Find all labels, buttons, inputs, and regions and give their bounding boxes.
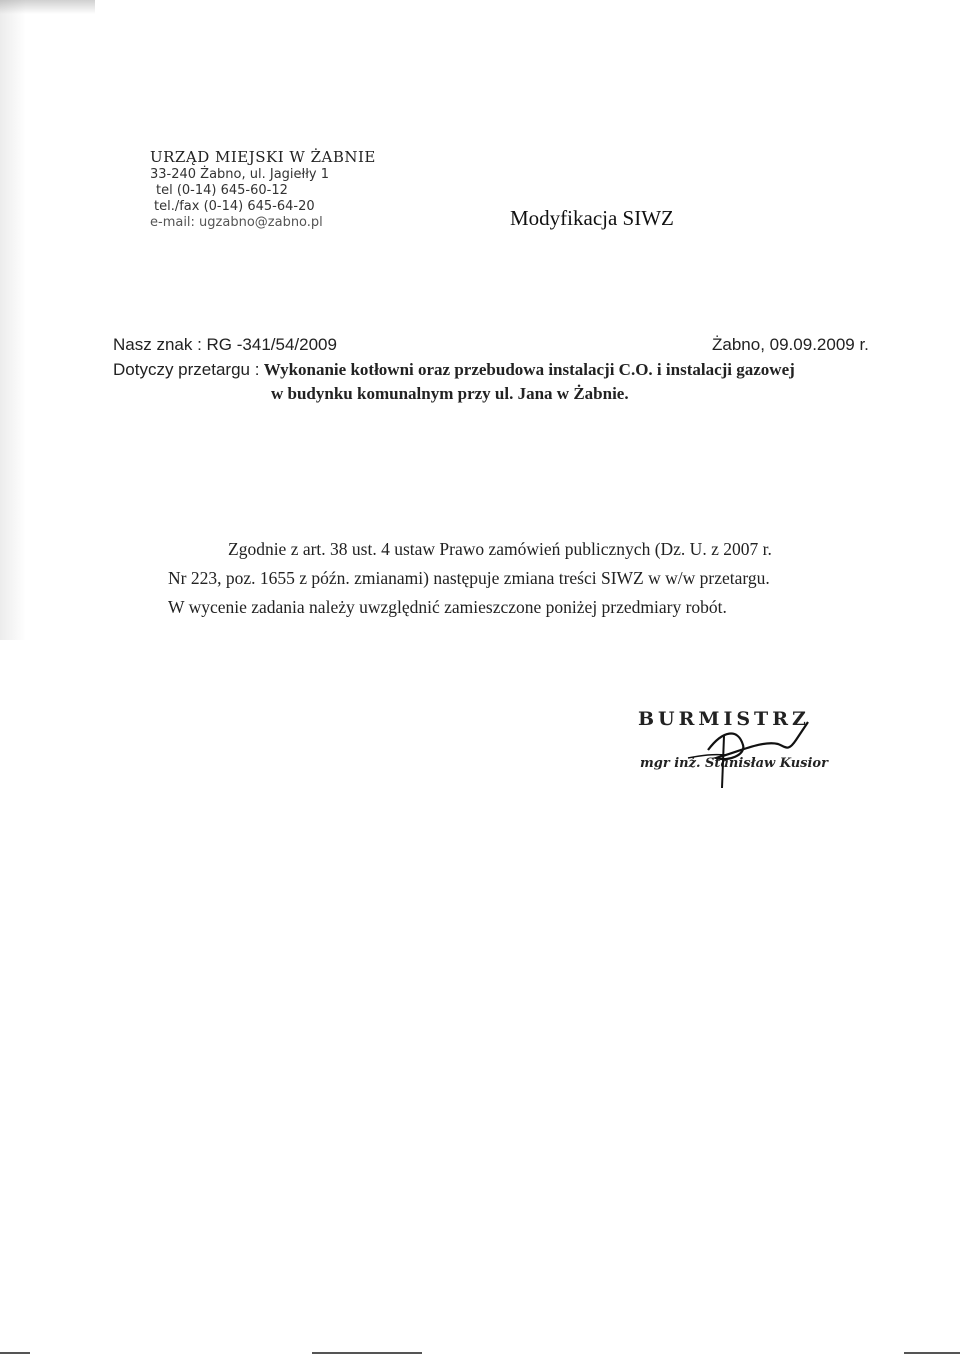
scan-mark-right <box>904 1352 960 1354</box>
scan-mark-middle <box>312 1352 422 1354</box>
reference-number: Nasz znak : RG -341/54/2009 <box>113 335 337 354</box>
body-line-3: W wycenie zadania należy uwzględnić zamieszczone poniżej przedmiary robót. <box>168 597 727 617</box>
signature-name: mgr inż. Stanisław Kusior <box>640 756 828 771</box>
office-address: 33-240 Żabno, ul. Jagiełły 1 <box>150 167 330 182</box>
office-fax: tel./fax (0-14) 645-64-20 <box>154 199 315 214</box>
subject-line-2: w budynku komunalnym przy ul. Jana w Żabnie. <box>271 384 629 403</box>
office-email: e-mail: ugzabno@zabno.pl <box>150 215 323 230</box>
office-name: URZĄD MIEJSKI W ŻABNIE <box>150 148 376 166</box>
body-text <box>168 535 898 622</box>
document-date: Żabno, 09.09.2009 r. <box>712 335 869 354</box>
subject-block <box>113 358 903 406</box>
scan-mark-left <box>0 1352 30 1354</box>
signature-title: BURMISTRZ <box>638 708 810 730</box>
scan-corner-shadow <box>0 0 95 14</box>
body-line-2: Nr 223, poz. 1655 z późn. zmianami) następuje zmiana treści SIWZ w w/w przetargu. <box>168 568 770 588</box>
subject-line-1: Wykonanie kotłowni oraz przebudowa instalacji C.O. i instalacji gazowej <box>263 360 795 379</box>
body-line-1: Zgodnie z art. 38 ust. 4 ustaw Prawo zamówień publicznych (Dz. U. z 2007 r. <box>228 539 772 559</box>
subject-label: Dotyczy przetargu : <box>113 360 260 379</box>
office-phone: tel (0-14) 645-60-12 <box>156 183 288 198</box>
signature-stamp <box>638 700 838 790</box>
scan-edge-shadow <box>0 0 26 640</box>
handwritten-signature <box>668 700 818 790</box>
document-title: Modyfikacja SIWZ <box>510 206 674 230</box>
office-stamp <box>150 148 390 231</box>
